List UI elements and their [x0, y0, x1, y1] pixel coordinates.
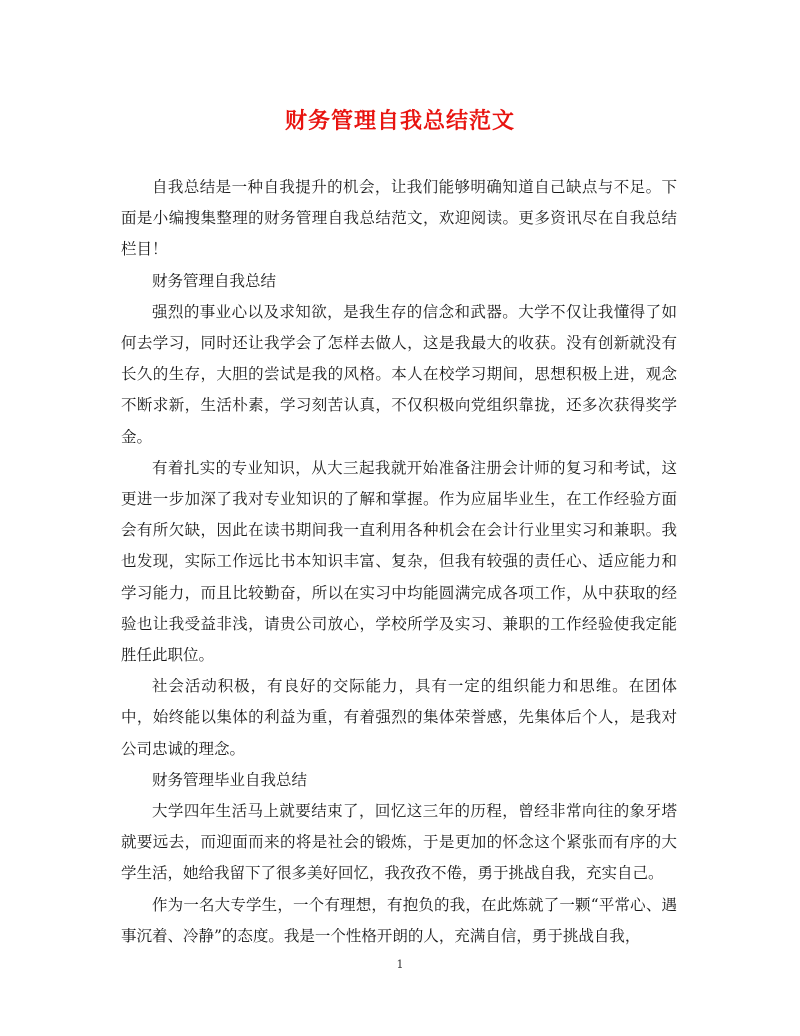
section-heading-graduation-summary: 财务管理毕业自我总结	[152, 770, 308, 789]
intro-paragraph: 自我总结是一种自我提升的机会，让我们能够明确知道自己缺点与不足。下面是小编搜集整理的财务管理自我总结范文，欢迎阅读。更多资讯尽在自我总结栏目！	[121, 178, 677, 259]
body-paragraph: 大学四年生活马上就要结束了，回忆这三年的历程，曾经非常向往的象牙塔就要远去，而迎面而来的将是社会的锻炼，于是更加的怀念这个紧张而有序的大学生活，她给我留下了很多美好回忆，我孜孜不倦，勇于挑战自我，充实自己。	[121, 802, 677, 883]
body-paragraph: 有着扎实的专业知识，从大三起我就开始准备注册会计师的复习和考试，这更进一步加深了我对专业知识的了解和掌握。作为应届毕业生，在工作经验方面会有所欠缺，因此在读书期间我一直利用各种机会在会计行业里实习和兼职。我也发现，实际工作远比书本知识丰富、复杂，但我有较强的责任心、适应能力和学习能力，而且比较勤奋，所以在实习中均能圆满完成各项工作，从中获取的经验也让我受益非浅，请贵公司放心，学校所学及实习、兼职的工作经验使我定能胜任此职位。	[121, 458, 677, 665]
body-paragraph: 强烈的事业心以及求知欲，是我生存的信念和武器。大学不仅让我懂得了如何去学习，同时还让我学会了怎样去做人，这是我最大的收获。没有创新就没有长久的生存，大胆的尝试是我的风格。本人在校学习期间，思想积极上进，观念不断求新，生活朴素，学习刻苦认真，不仅积极向党组织靠拢，还多次获得奖学金。	[121, 302, 677, 446]
body-paragraph: 社会活动积极，有良好的交际能力，具有一定的组织能力和思维。在团体中，始终能以集体的利益为重，有着强烈的集体荣誉感，先集体后个人，是我对公司忠诚的理念。	[121, 677, 677, 758]
page-number: 1	[396, 958, 404, 971]
body-paragraph: 作为一名大专学生，一个有理想，有抱负的我，在此炼就了一颗“平常心、遇事沉着、冷静”的态度。我是一个性格开朗的人，充满自信，勇于挑战自我，	[121, 895, 677, 945]
document-body	[121, 172, 677, 952]
document-title: 财务管理自我总结范文	[284, 108, 515, 134]
section-heading-self-summary: 财务管理自我总结	[152, 271, 277, 290]
